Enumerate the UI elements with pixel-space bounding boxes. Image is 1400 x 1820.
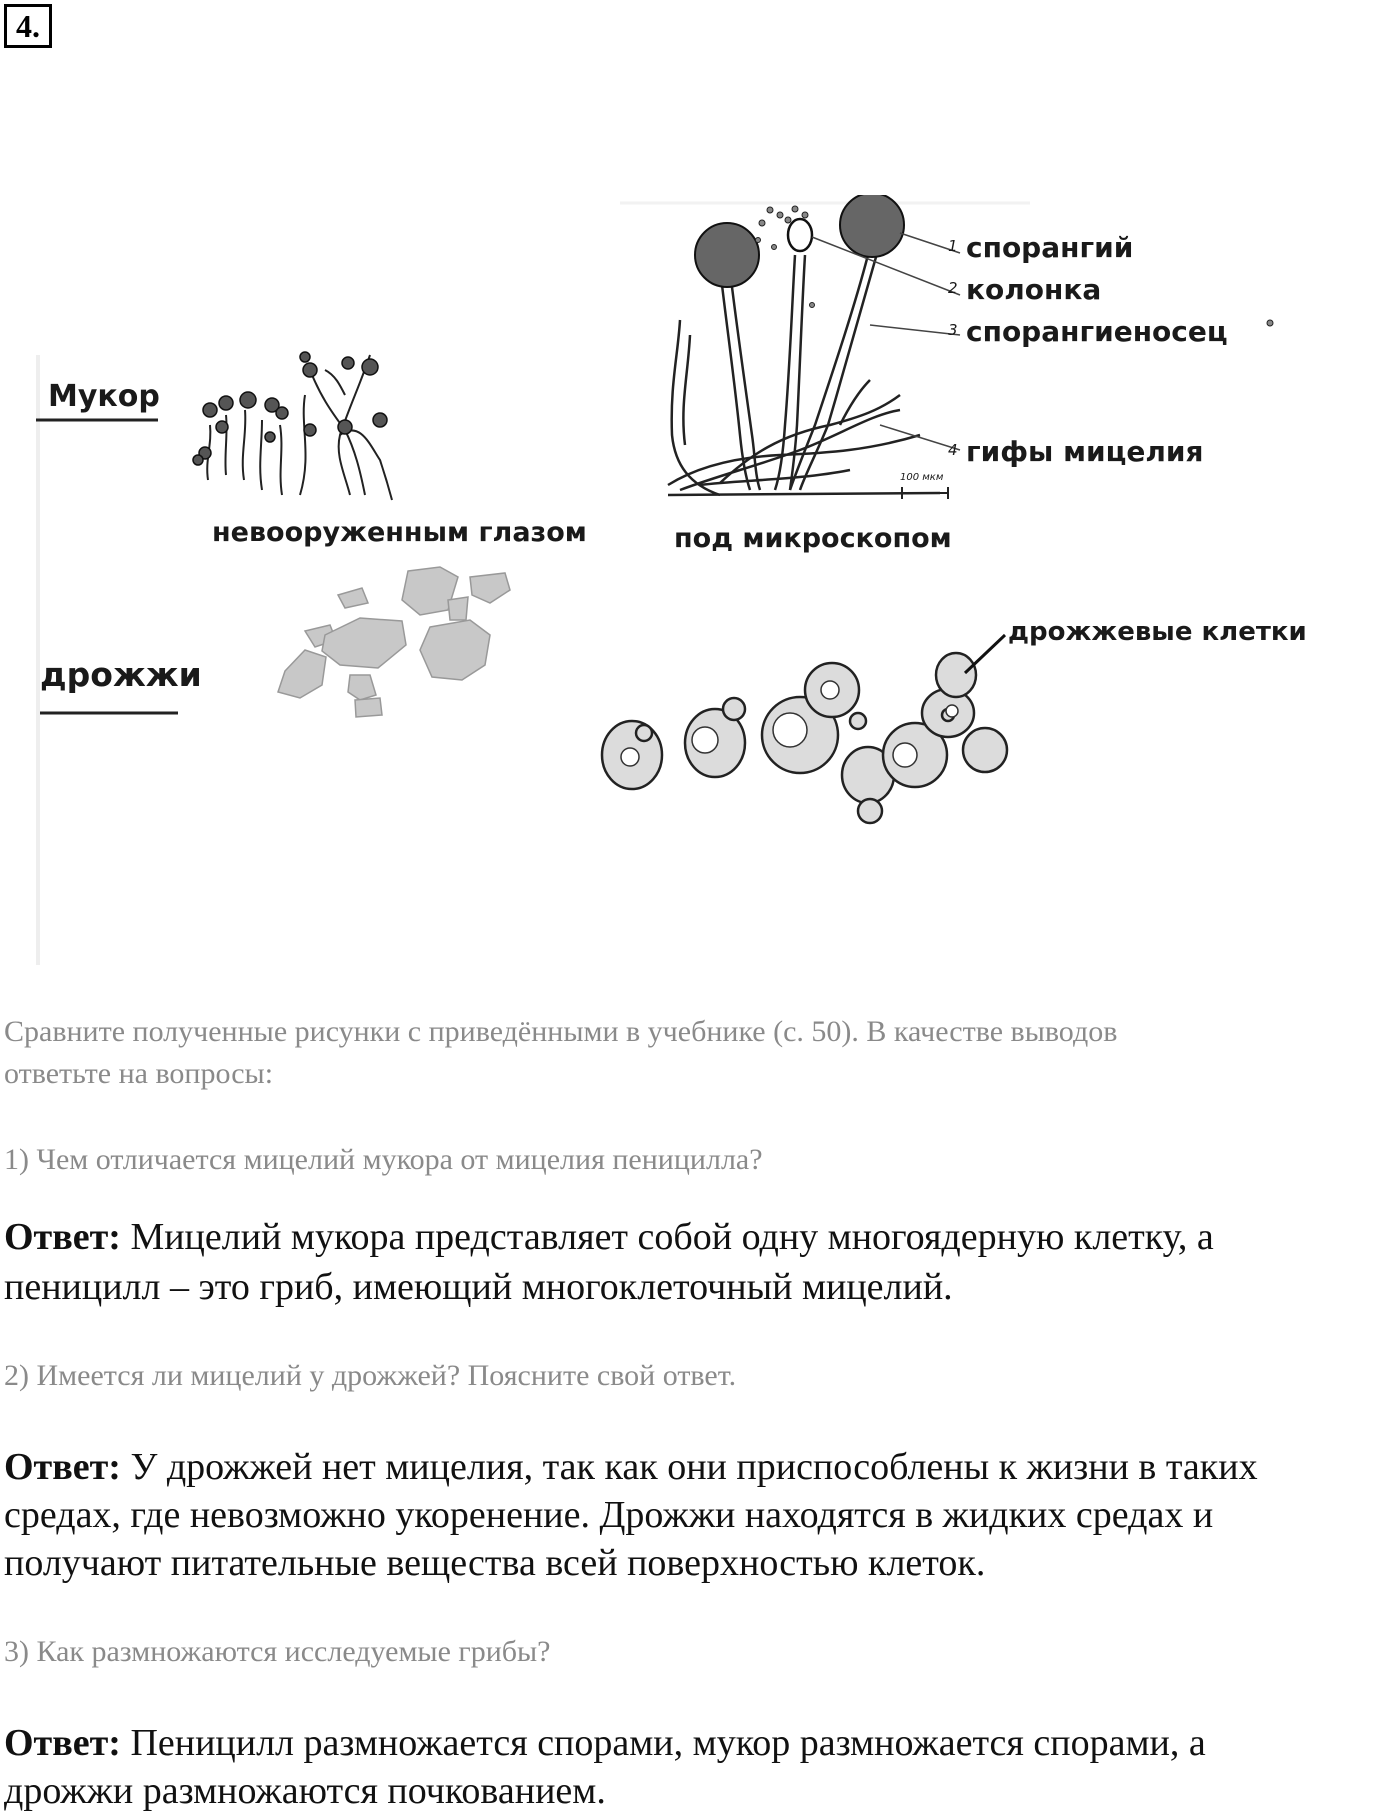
task-number-box: 4. bbox=[4, 4, 52, 48]
yeast-cells-label: дрожжевые клетки bbox=[1008, 617, 1307, 647]
question-2: 2) Имеется ли мицелий у дрожжей? Поясните свой ответ. bbox=[4, 1359, 737, 1392]
callout-sporangium: спорангий bbox=[966, 231, 1134, 264]
callout-number-1: 1 bbox=[948, 237, 958, 255]
intro-line-2: ответьте на вопросы: bbox=[4, 1057, 274, 1090]
answer-2-line-1 bbox=[4, 1442, 1394, 1492]
mucor-label: Мукор bbox=[48, 379, 160, 414]
naked-eye-label: невооруженным глазом bbox=[212, 517, 587, 548]
answer-3-text-1: Пеницилл размножается спорами, мукор размножается спорами, а bbox=[120, 1722, 1206, 1764]
answer-1-line-2: пеницилл – это гриб, имеющий многоклеточный мицелий. bbox=[4, 1266, 953, 1308]
answer-2-text-1: У дрожжей нет мицелия, так как они приспособлены к жизни в таких bbox=[120, 1446, 1258, 1488]
answer-3-label: Ответ: bbox=[4, 1722, 121, 1764]
answer-2-line-2: средах, где невозможно укоренение. Дрожжи находятся в жидких средах и bbox=[4, 1494, 1214, 1536]
scale-bar-label: 100 мкм bbox=[900, 472, 944, 483]
answer-1-text-1: Мицелий мукора представляет собой одну многоядерную клетку, а bbox=[120, 1216, 1214, 1258]
columella-center bbox=[788, 219, 812, 251]
callout-leader-lines bbox=[812, 233, 960, 450]
question-3: 3) Как размножаются исследуемые грибы? bbox=[4, 1635, 551, 1668]
callout-hyphae: гифы мицелия bbox=[966, 435, 1204, 468]
mucor-naked-eye-sporangia bbox=[193, 352, 387, 465]
callout-sporangiophore: спорангиеносец bbox=[966, 315, 1228, 348]
fungi-figure bbox=[0, 195, 1400, 975]
callout-columella: колонка bbox=[966, 273, 1102, 306]
microscope-label: под микроскопом bbox=[674, 523, 952, 554]
answer-1-label: Ответ: bbox=[4, 1216, 121, 1258]
mucor-naked-eye-drawing bbox=[207, 355, 392, 500]
released-spores bbox=[756, 206, 1274, 326]
mucor-microscope-drawing bbox=[668, 255, 940, 495]
sporangium-left bbox=[695, 223, 759, 287]
answer-3-line-1 bbox=[4, 1718, 1394, 1768]
answer-2-label: Ответ: bbox=[4, 1446, 121, 1488]
callout-number-4: 4 bbox=[948, 441, 958, 459]
answer-1-line-1 bbox=[4, 1212, 1394, 1262]
callout-number-3: 3 bbox=[948, 321, 958, 339]
callout-number-2: 2 bbox=[948, 279, 958, 297]
yeast-naked-eye-drawing bbox=[278, 567, 510, 717]
yeast-label: дрожжи bbox=[40, 655, 202, 694]
fungi-illustration bbox=[0, 195, 1400, 975]
question-1: 1) Чем отличается мицелий мукора от мицелия пеницилла? bbox=[4, 1143, 763, 1176]
yeast-cells-leader bbox=[965, 635, 1005, 673]
intro-line-1: Сравните полученные рисунки с приведёнными в учебнике (с. 50). В качестве выводов bbox=[4, 1015, 1118, 1048]
answer-3-line-2: дрожжи размножаются почкованием. bbox=[4, 1770, 606, 1812]
scale-bar bbox=[902, 487, 948, 499]
sporangium-right bbox=[840, 195, 904, 257]
answer-2-line-3: получают питательные вещества всей поверхностью клеток. bbox=[4, 1542, 986, 1584]
